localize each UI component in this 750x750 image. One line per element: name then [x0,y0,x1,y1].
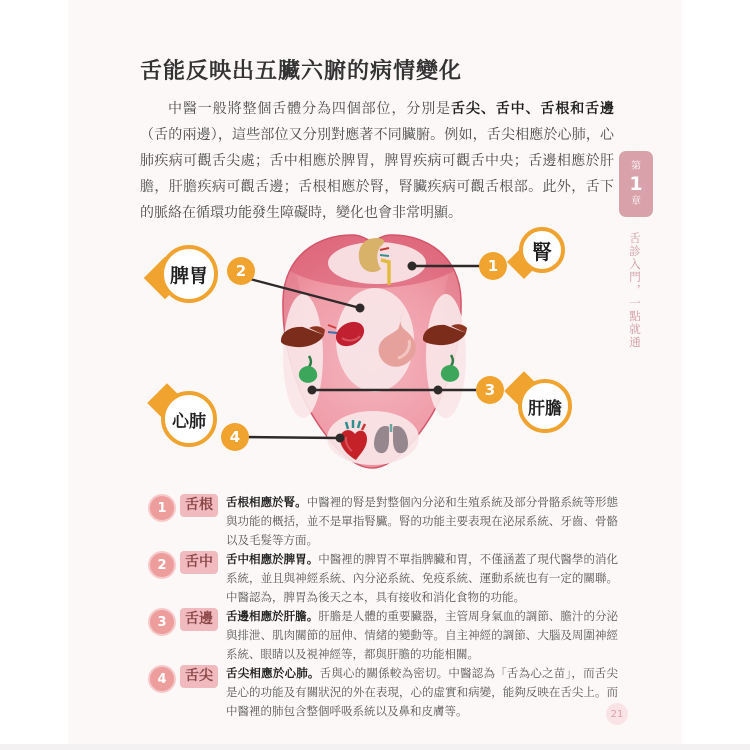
diagram-number-4: 4 [221,423,249,451]
intro-paragraph: 中醫一般將整個舌體分為四個部位，分別是舌尖、舌中、舌根和舌邊（舌的兩邊），這些部位又分別對應著不同臟腑。例如，舌尖相應於心肺，心肺疾病可觀舌尖處；舌中相應於脾胃，脾胃疾病可觀舌中央；舌邊相應於肝膽，肝膽疾病可觀舌邊；舌根相應於腎，腎臟疾病可觀舌根部。此外，舌下的脈絡在循環功能發生障礙時，變化也會非常明顯。 [140,101,615,221]
callout-label: 肝膽 [518,379,572,433]
legend-number: 1 [148,494,176,522]
page-bottom-edge [0,744,750,750]
chapter-number: 1 [629,172,643,195]
legend-label: 舌根 [180,494,218,517]
diagram-number-1: 1 [479,252,507,280]
callout-label: 脾胃 [160,245,218,303]
legend-label: 舌邊 [180,608,218,631]
callout-bubble-heart-lungs [161,391,217,447]
legend-text: 舌中相應於脾胃。中醫裡的脾胃不單指脾臟和胃，不僅涵蓋了現代醫學的消化系統，並且與神經系統、內分泌系統、免疫系統、運動系統也有一定的關聯。中醫認為，脾胃為後天之本，具有接收和消化食物的功能。 [226,552,619,604]
callout-label: 腎 [519,227,565,273]
callout-bubble-kidney [519,227,565,273]
legend-item-3 [148,607,618,664]
legend-label: 舌中 [180,551,218,574]
chapter-subtitle: 舌診入門，一點就通 [628,232,642,349]
legend-item-1 [148,493,618,550]
legend [148,493,618,721]
legend-badge [148,664,218,721]
legend-number: 3 [148,608,176,636]
page-number-badge: 21 [606,703,628,725]
chapter-prefix: 第 [631,160,641,172]
callout-label: 心肺 [161,391,217,447]
legend-text: 舌尖相應於心肺。舌與心的關係較為密切。中醫認為「舌為心之苗」，而舌尖是心的功能及有關狀況的外在表現，心的虛實和病變，能夠反映在舌尖上。而中醫裡的肺包含整個呼吸系統以及鼻和皮膚等。 [226,666,619,718]
legend-number: 2 [148,551,176,579]
legend-number: 4 [148,665,176,693]
legend-item-4 [148,664,618,721]
callout-bubble-spleen-stomach [160,245,218,303]
legend-text: 舌邊相應於肝膽。肝膽是人體的重要臟器，主管周身氣血的調節、膽汁的分泌與排泄、肌肉關節的屈伸、情緒的變動等。自主神經的調節、大腦及周圍神經系統、眼睛以及視神經等，都與肝膽的功能相關。 [226,609,619,661]
chapter-suffix: 章 [631,195,641,207]
page-title: 舌能反映出五臟六腑的病情變化 [140,59,463,84]
legend-label: 舌尖 [180,665,218,688]
legend-text: 舌根相應於腎。中醫裡的腎是對整個內分泌和生殖系統及部分骨骼系統等形態與功能的概括，並不是單指腎臟。腎的功能主要表現在泌尿系統、牙齒、骨骼以及毛髮等方面。 [226,495,619,547]
legend-badge [148,607,218,664]
diagram-number-3: 3 [476,376,504,404]
legend-badge [148,550,218,607]
callout-bubble-liver-gallbladder [518,379,572,433]
diagram-number-2: 2 [227,257,255,285]
chapter-tab [619,151,653,217]
legend-item-2 [148,550,618,607]
legend-badge [148,493,218,550]
